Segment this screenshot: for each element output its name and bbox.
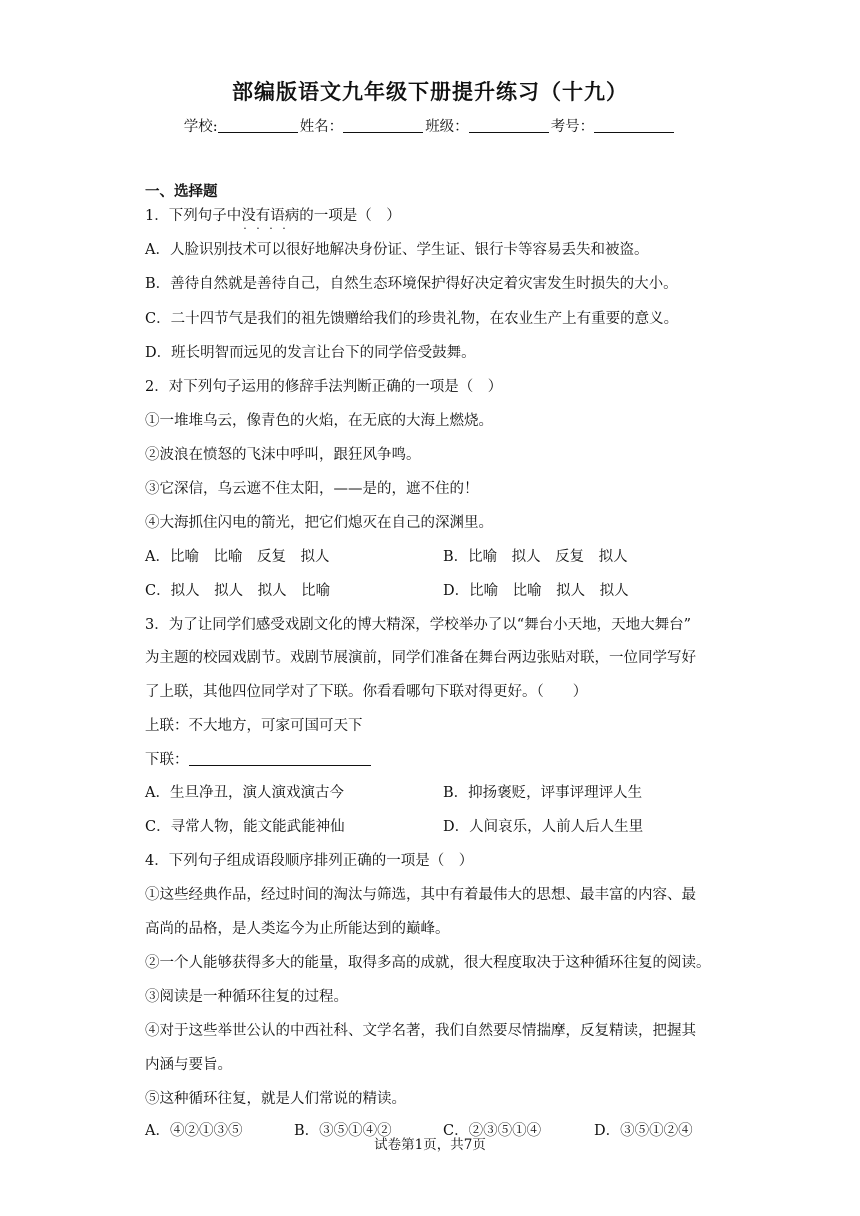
page-title: 部编版语文九年级下册提升练习（十九） (232, 80, 628, 104)
exam-no-blank (594, 118, 674, 133)
q4-sentence-3: ③阅读是一种循环往复的过程。 (145, 989, 348, 1005)
q1-stem-part: 的一项是（ ） (299, 208, 401, 224)
question-3-stem-line-2: 为主题的校园戏剧节。戏剧节展演前，同学们准备在舞台两边张贴对联，一位同学写好 (145, 650, 696, 666)
question-3-stem-line-1: 3．为了让同学们感受戏剧文化的博大精深，学校举办了以“舞台小天地，天地大舞台” (145, 617, 692, 633)
name-blank (343, 118, 423, 133)
q2-option-c: C．拟人 拟人 拟人 比喻 (145, 583, 331, 599)
q3-option-c: C．寻常人物，能文能武能神仙 (145, 819, 345, 835)
q4-sentence-2: ②一个人能够获得多大的能量，取得多高的成就，很大程度取决于这种循环往复的阅读。 (145, 955, 711, 971)
q3-lower-label: 下联： (145, 752, 189, 768)
q4-option-b: B．③⑤①④② (294, 1123, 392, 1139)
q3-option-a: A．生旦净丑，演人演戏演古今 (145, 785, 344, 801)
q3-option-d: D．人间哀乐，人前人后人生里 (443, 819, 644, 835)
class-label: 班级： (425, 119, 469, 135)
q4-option-d: D．③⑤①②④ (594, 1123, 693, 1139)
school-blank (218, 118, 298, 133)
q3-answer-blank (189, 751, 371, 766)
q4-option-a: A．④②①③⑤ (145, 1123, 243, 1139)
q4-sentence-1-line-2: 高尚的品格，是人类迄今为止所能达到的巅峰。 (145, 921, 450, 937)
q3-upper-couplet: 上联：不大地方，可家可国可天下 (145, 718, 363, 734)
q2-option-b: B．比喻 拟人 反复 拟人 (443, 549, 628, 565)
q1-option-b: B．善待自然就是善待自己，自然生态环境保护得好决定着灾害发生时损失的大小。 (145, 276, 678, 292)
q1-stem-part: 1．下列句子中 (145, 208, 242, 224)
question-2-stem: 2．对下列句子运用的修辞手法判断正确的一项是（ ） (145, 379, 503, 395)
q4-sentence-4-line-1: ④对于这些举世公认的中西社科、文学名著，我们自然要尽情揣摩，反复精读，把握其 (145, 1023, 696, 1039)
section-heading: 一、选择题 (145, 184, 218, 200)
q2-option-a: A．比喻 比喻 反复 拟人 (145, 549, 330, 565)
question-1-stem (145, 206, 401, 226)
school-label: 学校: (183, 119, 218, 135)
q2-sentence-4: ④大海抓住闪电的箭光，把它们熄灭在自己的深渊里。 (145, 515, 493, 531)
q3-option-b: B．抑扬褒贬，评事评理评人生 (443, 785, 643, 801)
q1-option-d: D．班长明智而远见的发言让台下的同学倍受鼓舞。 (145, 345, 476, 361)
q2-sentence-2: ②波浪在愤怒的飞沫中呼叫，跟狂风争鸣。 (145, 447, 421, 463)
q4-sentence-1-line-1: ①这些经典作品，经过时间的淘汰与筛选，其中有着最伟大的思想、最丰富的内容、最 (145, 887, 696, 903)
q4-option-c: C．②③⑤①④ (443, 1123, 542, 1139)
q1-option-a: A．人脸识别技术可以很好地解决身份证、学生证、银行卡等容易丢失和被盗。 (145, 242, 649, 258)
page-footer: 试卷第1页，共7页 (374, 1137, 486, 1153)
q4-sentence-4-line-2: 内涵与要旨。 (145, 1057, 232, 1073)
q3-lower-couplet (145, 750, 371, 770)
question-3-stem-line-3: 了上联，其他四位同学对了下联。你看看哪句下联对得更好。（ ） (145, 684, 588, 700)
q2-sentence-3: ③它深信，乌云遮不住太阳，——是的，遮不住的！ (145, 481, 479, 497)
q2-sentence-1: ①一堆堆乌云，像青色的火焰，在无底的大海上燃烧。 (145, 413, 493, 429)
q1-option-c: C．二十四节气是我们的祖先馈赠给我们的珍贵礼物，在农业生产上有重要的意义。 (145, 311, 679, 327)
student-info-line (0, 115, 860, 136)
name-label: 姓名： (299, 119, 344, 135)
exam-no-label: 考号： (550, 119, 595, 135)
q4-sentence-5: ⑤这种循环往复，就是人们常说的精读。 (145, 1091, 406, 1107)
class-blank (469, 118, 549, 133)
q1-emphasis-text: 没有语病 · · · · (241, 208, 299, 224)
question-4-stem: 4．下列句子组成语段顺序排列正确的一项是（ ） (145, 853, 474, 869)
q2-option-d: D．比喻 比喻 拟人 拟人 (443, 583, 629, 599)
